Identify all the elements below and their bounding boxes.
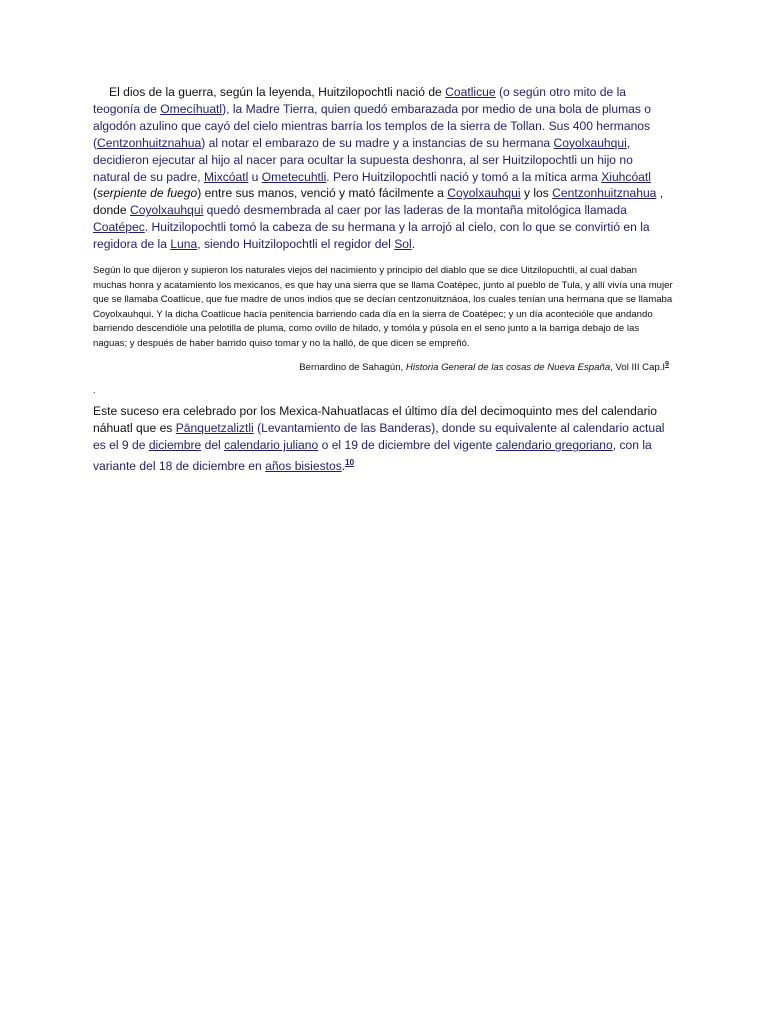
text: , donde <box>93 186 664 218</box>
text: quedó desmembrada al caer por las laderas de la montaña mitológica llamada <box>203 203 627 218</box>
text: . <box>411 237 416 252</box>
link-xiuhcoatl[interactable]: Xiuhcóatl <box>601 169 651 184</box>
text: . <box>341 459 346 474</box>
link-omecihuatl[interactable]: Omecíhuatl <box>160 101 223 116</box>
link-calendario-juliano[interactable]: calendario juliano <box>224 438 319 453</box>
text: ), la Madre Tierra, quien quedó embarazada por medio de una bola de plumas o algodón azulino que cayó del cielo mientras barría los templos de la sierra de Tollan. Sus 400 hermanos ( <box>93 101 652 150</box>
footnote-ref <box>665 361 669 368</box>
link-ometecuhtli[interactable]: Ometecuhtli <box>261 169 327 184</box>
document-page <box>93 84 673 476</box>
link-luna[interactable]: Luna <box>170 237 198 252</box>
text: . Pero Huitzilopochtli nació y tomó a la mítica arma <box>326 169 602 184</box>
text: (Levantamiento de las Banderas), donde su equivalente al calendario actual es el 9 de <box>93 421 665 453</box>
link-mixcoatl[interactable]: Mixcóatl <box>203 169 249 184</box>
link-coyolxauhqui[interactable]: Coyolxauhqui <box>130 203 204 218</box>
text: o el 19 de diciembre del vigente <box>318 438 496 453</box>
footnote-link-9[interactable]: 9 <box>665 360 669 368</box>
text: ) entre sus manos, venció y mató fácilmente a <box>197 186 448 201</box>
text: , decidieron ejecutar al hijo al nacer para ocultar la supuesta deshonra, al ser Huitzilopochtli un hijo no natural de su padre, <box>93 135 633 184</box>
text: , siendo Huitzilopochtli el regidor del <box>197 237 395 252</box>
text: ( <box>93 186 98 201</box>
link-panquetzaliztli[interactable]: Pānquetzaliztli <box>175 421 254 436</box>
paragraph-legend <box>93 84 673 253</box>
link-sol[interactable]: Sol <box>394 237 412 252</box>
text: , con la variante del 18 de diciembre en <box>93 438 652 474</box>
reference: , Vol III Cap.I <box>610 361 666 373</box>
text: El dios de la guerra, según la leyenda, Huitzilopochtli nació de <box>109 85 446 99</box>
quote-sahagun: Según lo que dijeron y supieron los naturales viejos del nacimiento y principio del diablo que se dice Uitzilopuchtli, al cual daban muchas honra y acatamiento los mexicanos, es que hay una sierra que se llama Coatépec, junto al pueblo de Tula, y allí vivía una mujer que se llamaba Coatlicue, que fue madre de unos indios que se decían centzonuitznáoa, los cuales tenían una hermana que se llamaba Coyolxauhqui. Y la dicha Coatlicue hacía penitencia barriendo cada día en la sierra de Coatépec; y un día aconteciόle que andando barriendo descendióle una pelotilla de pluma, como ovillo de hilado, y tomóla y púsola en el seno junto a la barriga debajo de las naguas; y después de haber barrido quiso tomar y no la halló, de que dicen se empreñó. <box>93 265 673 350</box>
paragraph-celebration <box>93 403 673 476</box>
quote-attribution <box>93 358 673 375</box>
link-coyolxauhqui[interactable]: Coyolxauhqui <box>553 135 627 150</box>
link-centzonhuitznahua[interactable]: Centzonhuitznahua <box>97 135 202 150</box>
link-diciembre[interactable]: diciembre <box>148 438 202 453</box>
link-anos-bisiestos[interactable]: años bisiestos <box>265 459 342 474</box>
footnote-ref <box>345 458 354 467</box>
text: Este suceso era celebrado por los Mexica-Nahuatlacas el último día del decimoquinto mes del calendario náhuatl que es <box>93 403 658 436</box>
text: del <box>201 438 225 453</box>
link-centzonhuitznahua[interactable]: Centzonhuitznahua <box>552 186 657 201</box>
work-title: Historia General de las cosas de Nueva España <box>405 361 611 373</box>
author: Bernardino de Sahagún, <box>299 361 406 373</box>
text: . Huitzilopochtli tomó la cabeza de su hermana y la arrojó al cielo, con lo que se convirtió en la regidora de la <box>93 220 650 252</box>
footnote-link-10[interactable]: 10 <box>345 458 355 468</box>
link-coyolxauhqui[interactable]: Coyolxauhqui <box>447 186 521 201</box>
text: u <box>248 169 262 184</box>
text: y los <box>520 186 553 201</box>
link-coatlicue[interactable]: Coatlicue <box>445 85 496 99</box>
emphasis-serpiente: serpiente de fuego <box>97 186 198 201</box>
text: (o según otro mito de la teogonía de <box>93 85 626 116</box>
link-calendario-gregoriano[interactable]: calendario gregoriano <box>495 438 613 453</box>
separator-dot: . <box>93 384 96 395</box>
link-coatepec[interactable]: Coatépec <box>93 220 145 235</box>
text: ) al notar el embarazo de su madre y a instancias de su hermana <box>201 135 554 150</box>
